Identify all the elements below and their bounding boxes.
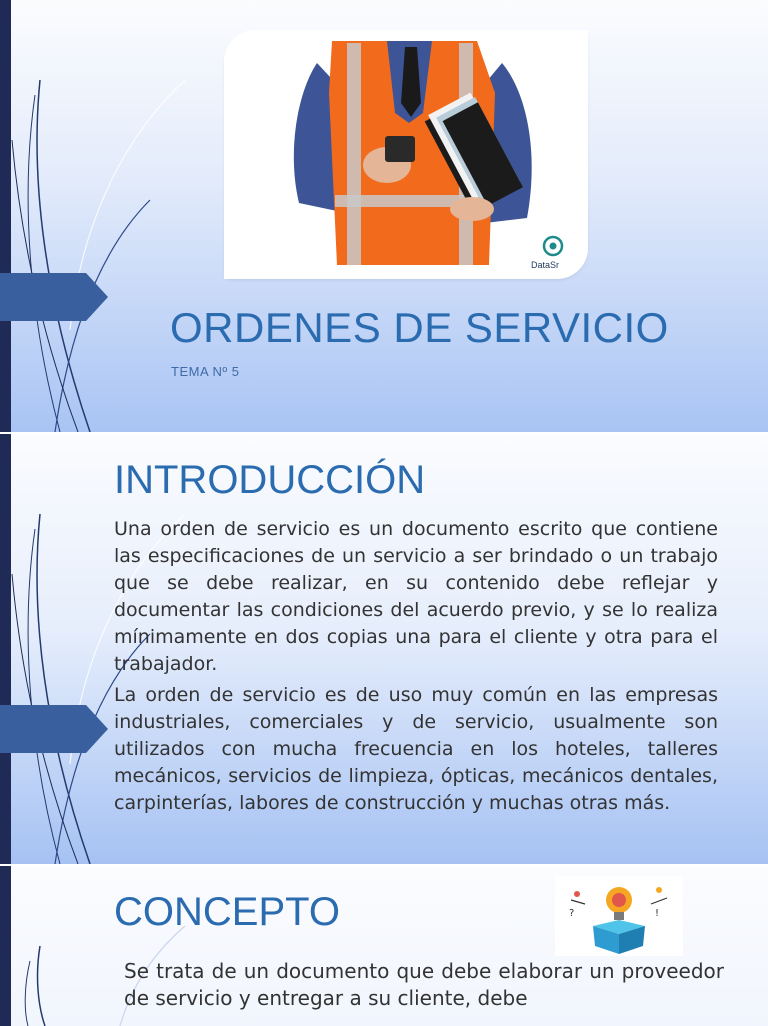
svg-text:!: ! [655,908,660,919]
lightbulb-box-icon [555,876,683,956]
decorative-curves [0,0,200,432]
section-heading: INTRODUCCIÓN [114,458,426,502]
concept-body: Se trata de un documento que debe elaborar un proveedor de servicio y entregar a su cliente, debe [124,959,724,1010]
worker-illustration [227,33,585,276]
title-slide [0,0,768,432]
section-heading: CONCEPTO [114,890,340,934]
paragraph: La orden de servicio es de uso muy común en las empresas industriales, comerciales y de servicio, usualmente son utilizados con mucha frecuencia en los hoteles, talleres mecánicos, servicios de limpieza, ópticas, mecánicos dentales, carpinterías, labores de construcción y muchas otras más. [114,684,718,814]
introduction-slide [0,434,768,864]
left-accent-bar [0,866,11,1026]
photo-watermark: DataSr [531,260,560,270]
left-accent-bar [0,0,11,432]
chevron-tab-icon [0,273,108,321]
svg-text:?: ? [569,908,575,919]
paragraph: Una orden de servicio es un documento escrito que contiene las especificaciones de un servicio a ser brindado o un trabajo que se debe realizar, en su contenido debe reflejar y documentar las condiciones del acuerdo previo, y se lo realiza mínimamente en dos copias una para el cliente y otra para el trabajador. [114,518,718,675]
chevron-tab-icon [0,705,108,753]
worker-photo [227,33,585,276]
slide-title: ORDENES DE SERVICIO [170,304,669,351]
introduction-body [114,516,718,821]
concept-slide [0,866,768,1026]
idea-box-illustration [555,876,683,956]
left-accent-bar [0,434,11,864]
slide-subtitle: TEMA Nº 5 [171,364,240,379]
